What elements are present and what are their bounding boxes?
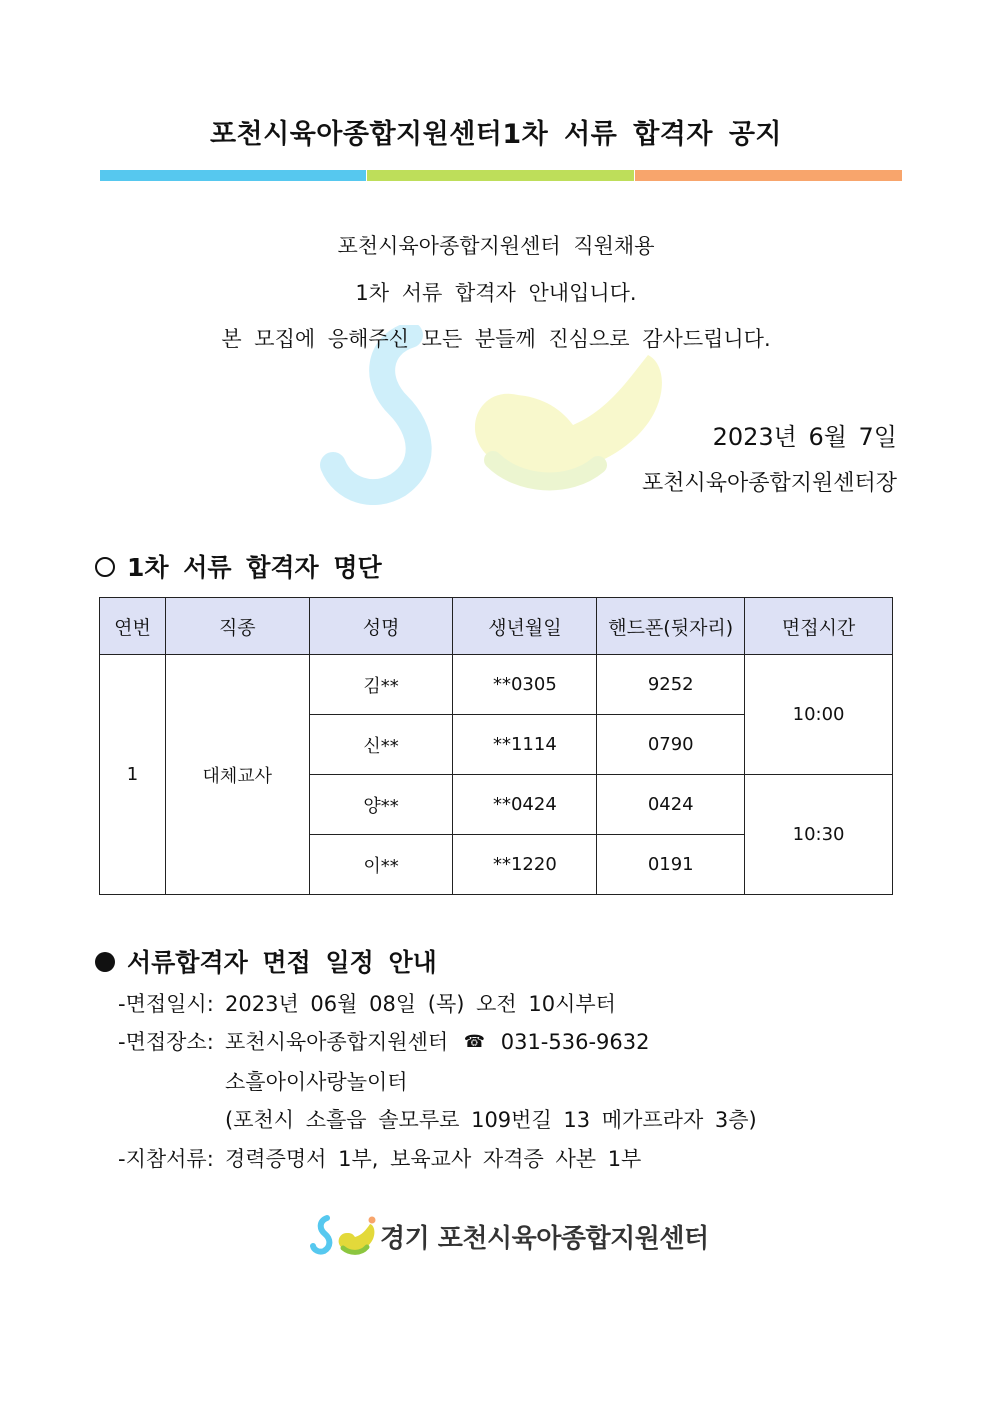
required-docs-value: 경력증명서 1부, 보육교사 자격증 사본 1부: [225, 1147, 642, 1171]
cell-name: 양**: [309, 775, 453, 835]
header-birth: 생년월일: [453, 598, 597, 655]
interview-place-line-2: 소흘아이사랑놀이터: [225, 1070, 408, 1094]
title-underline-orange: [635, 170, 902, 181]
cell-phone: 0424: [597, 775, 745, 835]
header-time: 면접시간: [745, 598, 893, 655]
notice-date: 2023년 6월 7일: [712, 423, 897, 451]
section-heading-interview: [95, 943, 437, 979]
footer-org-name: 경기 포천시육아종합지원센터: [380, 1224, 709, 1254]
hollow-circle-icon: [95, 557, 115, 577]
interview-phone-number: 031-536-9632: [500, 1030, 650, 1054]
interview-date-label: -면접일시:: [118, 992, 214, 1016]
section-heading-roster: [95, 548, 382, 584]
header-no: 연번: [100, 598, 166, 655]
interview-place-line-3: (포천시 소흘읍 솔모루로 109번길 13 메가프라자 3층): [225, 1108, 757, 1132]
table-header-row: [100, 598, 893, 655]
interview-place-value: [225, 1026, 649, 1056]
phone-icon: ☎: [463, 1032, 486, 1052]
cell-birth: **0305: [453, 655, 597, 715]
cell-phone: 9252: [597, 655, 745, 715]
section-heading-interview-text: 서류합격자 면접 일정 안내: [127, 948, 437, 977]
intro-line-1: 포천시육아종합지원센터 직원채용: [337, 234, 655, 258]
intro-line-3: 본 모집에 응해주신 모든 분들께 진심으로 감사드립니다.: [221, 327, 771, 351]
cell-phone: 0191: [597, 835, 745, 895]
cell-phone: 0790: [597, 715, 745, 775]
required-docs-label: -지참서류:: [118, 1147, 214, 1171]
cell-time: 10:30: [745, 775, 893, 895]
interview-date-value: 2023년 06월 08일 (목) 오전 10시부터: [225, 992, 616, 1016]
section-heading-roster-text: 1차 서류 합격자 명단: [127, 553, 382, 582]
header-job: 직종: [165, 598, 309, 655]
intro-line-2: 1차 서류 합격자 안내입니다.: [355, 281, 637, 305]
cell-no: 1: [100, 655, 166, 895]
cell-birth: **1220: [453, 835, 597, 895]
page-title: 포천시육아종합지원센터1차 서류 합격자 공지: [209, 119, 783, 150]
title-underline-green: [367, 170, 634, 181]
interview-place-label: -면접장소:: [118, 1030, 214, 1054]
cell-job: 대체교사: [165, 655, 309, 895]
header-phone: 핸드폰(뒷자리): [597, 598, 745, 655]
signer-name: 포천시육아종합지원센터장: [641, 471, 897, 496]
cell-name: 신**: [309, 715, 453, 775]
cell-name: 김**: [309, 655, 453, 715]
cell-name: 이**: [309, 835, 453, 895]
cell-birth: **0424: [453, 775, 597, 835]
filled-circle-icon: [95, 952, 115, 972]
cell-birth: **1114: [453, 715, 597, 775]
cell-time: 10:00: [745, 655, 893, 775]
roster-table: [99, 597, 893, 895]
interview-place-name: 포천시육아종합지원센터: [225, 1030, 449, 1054]
header-name: 성명: [309, 598, 453, 655]
title-underline-blue: [100, 170, 366, 181]
center-logo-icon: [310, 1213, 378, 1257]
table-row: [100, 655, 893, 715]
